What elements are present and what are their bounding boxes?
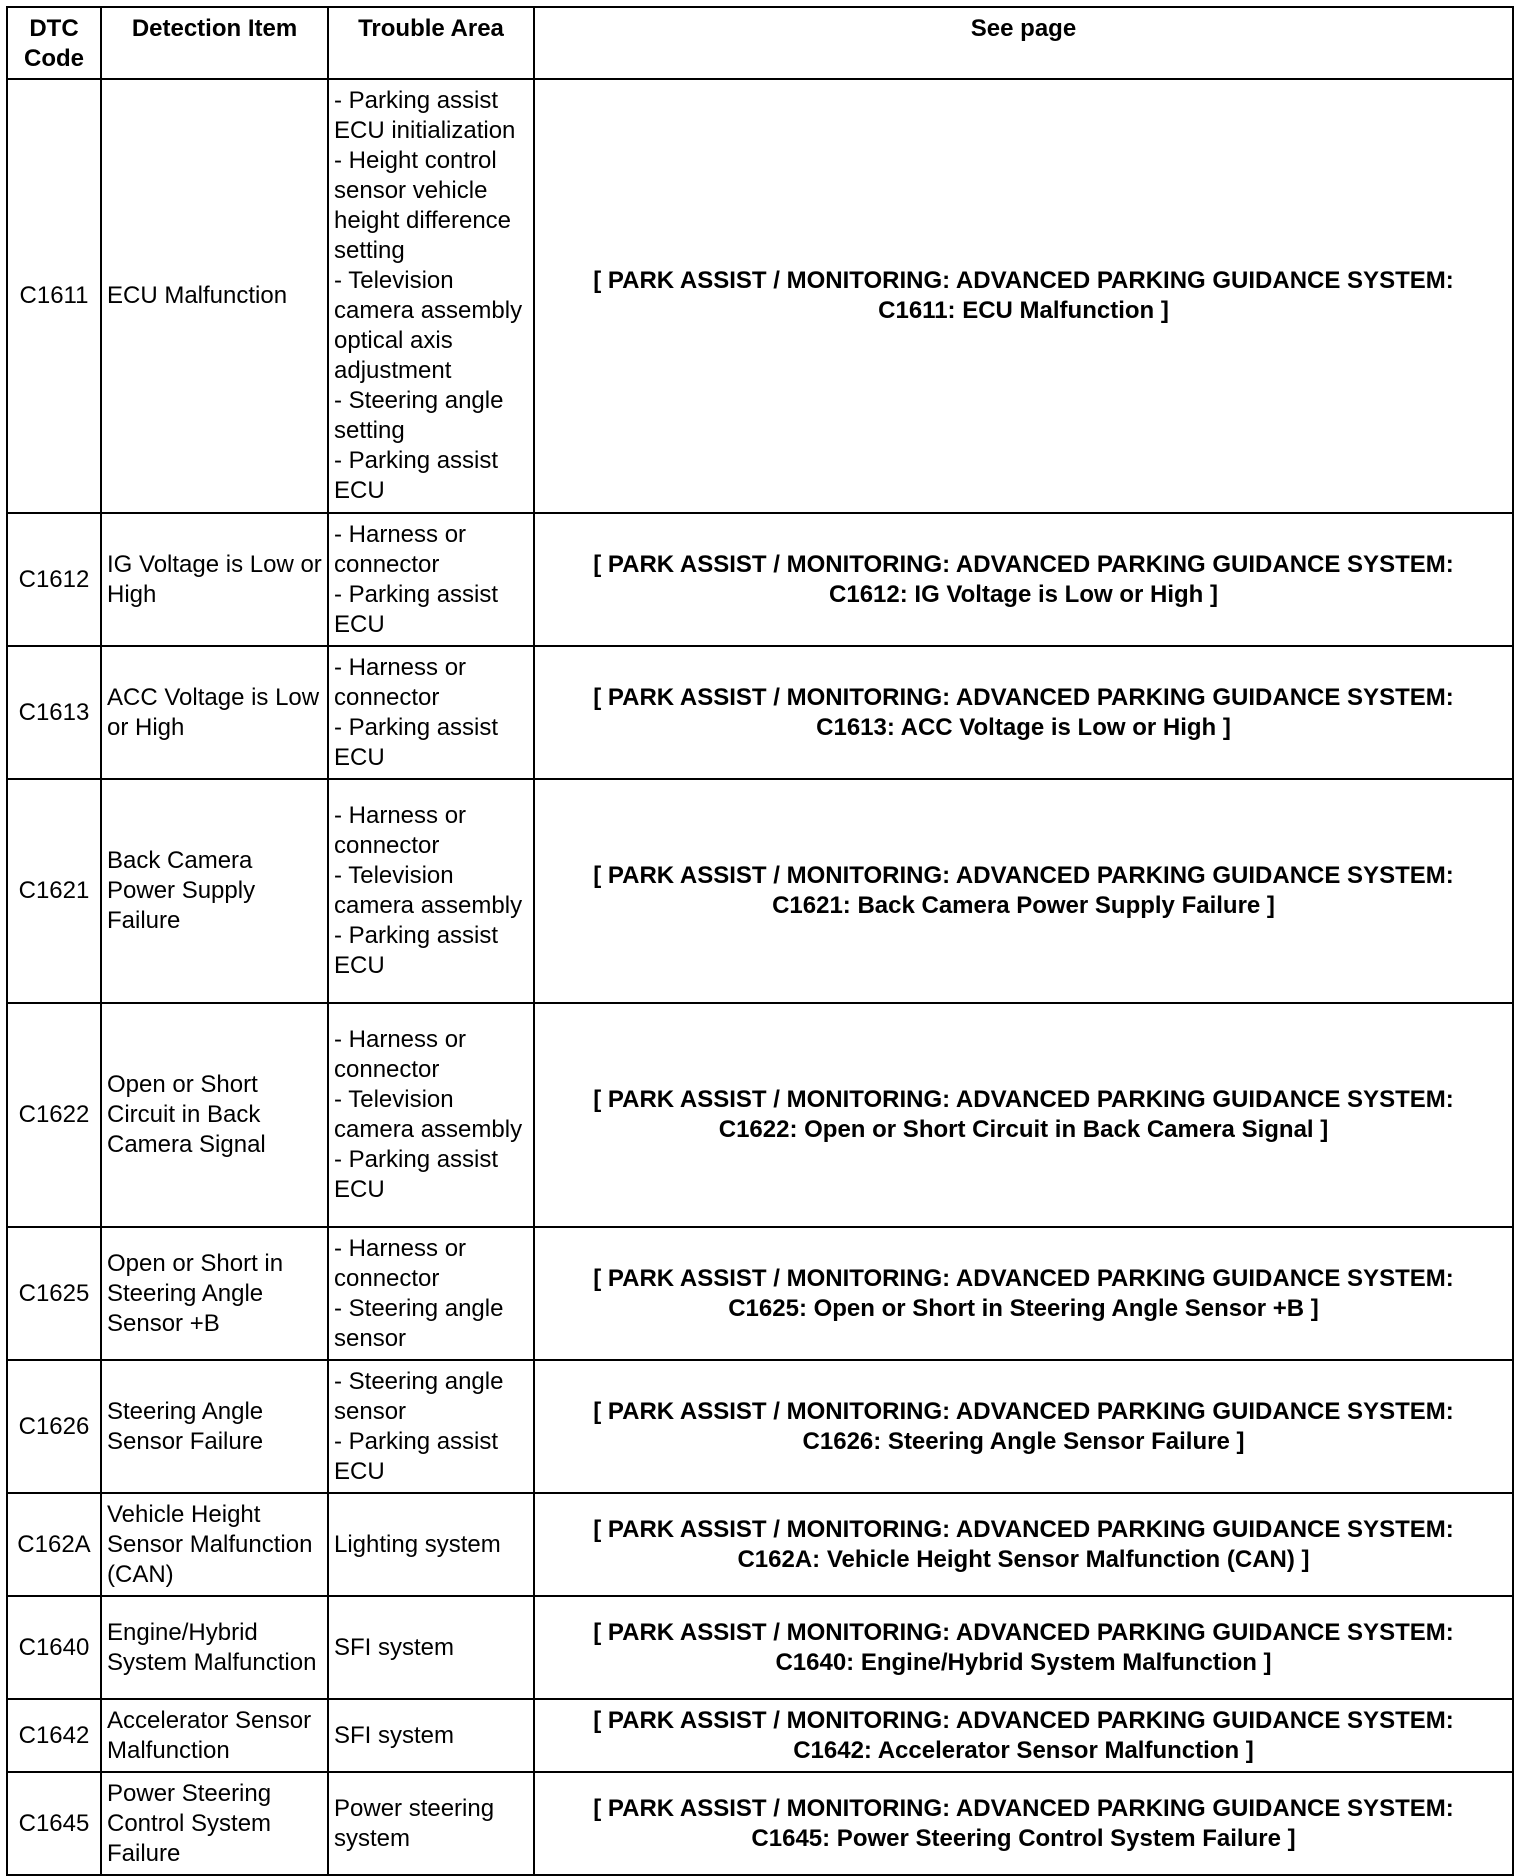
trouble-area [328, 779, 534, 1003]
dtc-code: C1642 [7, 1699, 101, 1772]
trouble-line: - Television camera assembly optical axis adjustment [334, 267, 523, 384]
trouble-line: - Harness or connector [334, 1234, 467, 1292]
table-row [7, 1772, 1513, 1875]
detection-item: Back Camera Power Supply Failure [101, 779, 328, 1003]
dtc-code: C1640 [7, 1596, 101, 1699]
trouble-line: - Parking assist ECU initialization [334, 87, 516, 144]
detection-item: Open or Short Circuit in Back Camera Signal [101, 1003, 328, 1227]
see-page-line-2: C1640: Engine/Hybrid System Malfunction ] [775, 1648, 1272, 1676]
table-row [7, 1227, 1513, 1360]
see-page-line-1: [ PARK ASSIST / MONITORING: ADVANCED PARKING GUIDANCE SYSTEM: [593, 1794, 1454, 1822]
trouble-area [328, 1360, 534, 1493]
dtc-code: C1612 [7, 513, 101, 646]
see-page-link[interactable] [534, 1003, 1513, 1227]
see-page-line-2: C1613: ACC Voltage is Low or High ] [816, 713, 1231, 741]
dtc-table [6, 6, 1514, 1876]
detection-item: Vehicle Height Sensor Malfunction (CAN) [101, 1493, 328, 1596]
table-row [7, 1360, 1513, 1493]
dtc-code: C162A [7, 1493, 101, 1596]
detection-item: IG Voltage is Low or High [101, 513, 328, 646]
trouble-line: SFI system [334, 1721, 455, 1749]
trouble-line: - Harness or connector [334, 520, 467, 578]
dtc-code: C1613 [7, 646, 101, 779]
see-page-link[interactable] [534, 1227, 1513, 1360]
see-page-line-2: C1645: Power Steering Control System Failure ] [751, 1824, 1296, 1852]
trouble-line: - Steering angle sensor [334, 1294, 504, 1352]
trouble-area [328, 646, 534, 779]
see-page-line-2: C1642: Accelerator Sensor Malfunction ] [793, 1736, 1254, 1764]
trouble-line: - Television camera assembly [334, 1086, 523, 1143]
dtc-code: C1621 [7, 779, 101, 1003]
see-page-link[interactable] [534, 513, 1513, 646]
see-page-line-1: [ PARK ASSIST / MONITORING: ADVANCED PARKING GUIDANCE SYSTEM: [593, 1264, 1454, 1292]
trouble-line: - Steering angle sensor [334, 1367, 504, 1425]
detection-item: Engine/Hybrid System Malfunction [101, 1596, 328, 1699]
see-page-link[interactable] [534, 1699, 1513, 1772]
trouble-line: Lighting system [334, 1530, 501, 1558]
detection-item: Accelerator Sensor Malfunction [101, 1699, 328, 1772]
detection-item: ECU Malfunction [101, 79, 328, 513]
trouble-line: - Steering angle setting [334, 387, 504, 444]
dtc-code: C1611 [7, 79, 101, 513]
trouble-area [328, 1227, 534, 1360]
see-page-line-1: [ PARK ASSIST / MONITORING: ADVANCED PARKING GUIDANCE SYSTEM: [593, 1706, 1454, 1734]
see-page-line-2: C1626: Steering Angle Sensor Failure ] [802, 1427, 1245, 1455]
header-detection-item: Detection Item [101, 7, 328, 79]
trouble-area [328, 513, 534, 646]
see-page-line-1: [ PARK ASSIST / MONITORING: ADVANCED PARKING GUIDANCE SYSTEM: [593, 1086, 1454, 1113]
trouble-area [328, 79, 534, 513]
see-page-line-1: [ PARK ASSIST / MONITORING: ADVANCED PARKING GUIDANCE SYSTEM: [593, 1397, 1454, 1425]
see-page-line-2: C1621: Back Camera Power Supply Failure ] [772, 892, 1275, 919]
see-page-link[interactable] [534, 1596, 1513, 1699]
table-row [7, 1596, 1513, 1699]
trouble-line: - Harness or connector [334, 653, 467, 711]
see-page-line-1: [ PARK ASSIST / MONITORING: ADVANCED PARKING GUIDANCE SYSTEM: [593, 267, 1454, 294]
see-page-line-1: [ PARK ASSIST / MONITORING: ADVANCED PARKING GUIDANCE SYSTEM: [593, 862, 1454, 889]
see-page-line-2: C1612: IG Voltage is Low or High ] [829, 580, 1218, 608]
trouble-area [328, 1596, 534, 1699]
see-page-line-2: C162A: Vehicle Height Sensor Malfunction (CAN) ] [737, 1545, 1310, 1573]
detection-item: Steering Angle Sensor Failure [101, 1360, 328, 1493]
trouble-area [328, 1493, 534, 1596]
trouble-line: - Parking assist ECU [334, 1146, 499, 1203]
see-page-link[interactable] [534, 646, 1513, 779]
detection-item: ACC Voltage is Low or High [101, 646, 328, 779]
header-trouble-area: Trouble Area [328, 7, 534, 79]
table-row [7, 1003, 1513, 1227]
see-page-link[interactable] [534, 1360, 1513, 1493]
see-page-line-1: [ PARK ASSIST / MONITORING: ADVANCED PARKING GUIDANCE SYSTEM: [593, 1618, 1454, 1646]
trouble-line: - Parking assist ECU [334, 922, 499, 979]
table-row [7, 513, 1513, 646]
see-page-link[interactable] [534, 79, 1513, 513]
see-page-line-2: C1625: Open or Short in Steering Angle Sensor +B ] [728, 1294, 1319, 1322]
table-row [7, 1493, 1513, 1596]
detection-item: Power Steering Control System Failure [101, 1772, 328, 1875]
trouble-line: SFI system [334, 1633, 455, 1661]
header-dtc-code: DTC Code [7, 7, 101, 79]
trouble-line: - Harness or connector [334, 1026, 467, 1083]
trouble-line: - Parking assist ECU [334, 1427, 499, 1485]
dtc-code: C1622 [7, 1003, 101, 1227]
header-see-page: See page [534, 7, 1513, 79]
trouble-area [328, 1003, 534, 1227]
trouble-line: - Parking assist ECU [334, 580, 499, 638]
trouble-line: - Parking assist ECU [334, 447, 499, 504]
see-page-line-1: [ PARK ASSIST / MONITORING: ADVANCED PARKING GUIDANCE SYSTEM: [593, 550, 1454, 578]
see-page-line-2: C1611: ECU Malfunction ] [878, 297, 1169, 324]
trouble-line: Power steering system [334, 1794, 495, 1852]
table-row [7, 646, 1513, 779]
trouble-line: - Television camera assembly [334, 862, 523, 919]
detection-item: Open or Short in Steering Angle Sensor +B [101, 1227, 328, 1360]
dtc-code: C1645 [7, 1772, 101, 1875]
table-row [7, 79, 1513, 513]
dtc-code: C1626 [7, 1360, 101, 1493]
see-page-line-2: C1622: Open or Short Circuit in Back Camera Signal ] [718, 1116, 1329, 1143]
header-row [7, 7, 1513, 79]
dtc-code: C1625 [7, 1227, 101, 1360]
trouble-area [328, 1699, 534, 1772]
table-row [7, 1699, 1513, 1772]
trouble-line: - Height control sensor vehicle height difference setting [334, 147, 512, 264]
trouble-line: - Parking assist ECU [334, 713, 499, 771]
table-row [7, 779, 1513, 1003]
trouble-line: - Harness or connector [334, 802, 467, 859]
see-page-link[interactable] [534, 1493, 1513, 1596]
trouble-area [328, 1772, 534, 1875]
see-page-line-1: [ PARK ASSIST / MONITORING: ADVANCED PARKING GUIDANCE SYSTEM: [593, 683, 1454, 711]
see-page-link[interactable] [534, 779, 1513, 1003]
see-page-line-1: [ PARK ASSIST / MONITORING: ADVANCED PARKING GUIDANCE SYSTEM: [593, 1515, 1454, 1543]
see-page-link[interactable] [534, 1772, 1513, 1875]
